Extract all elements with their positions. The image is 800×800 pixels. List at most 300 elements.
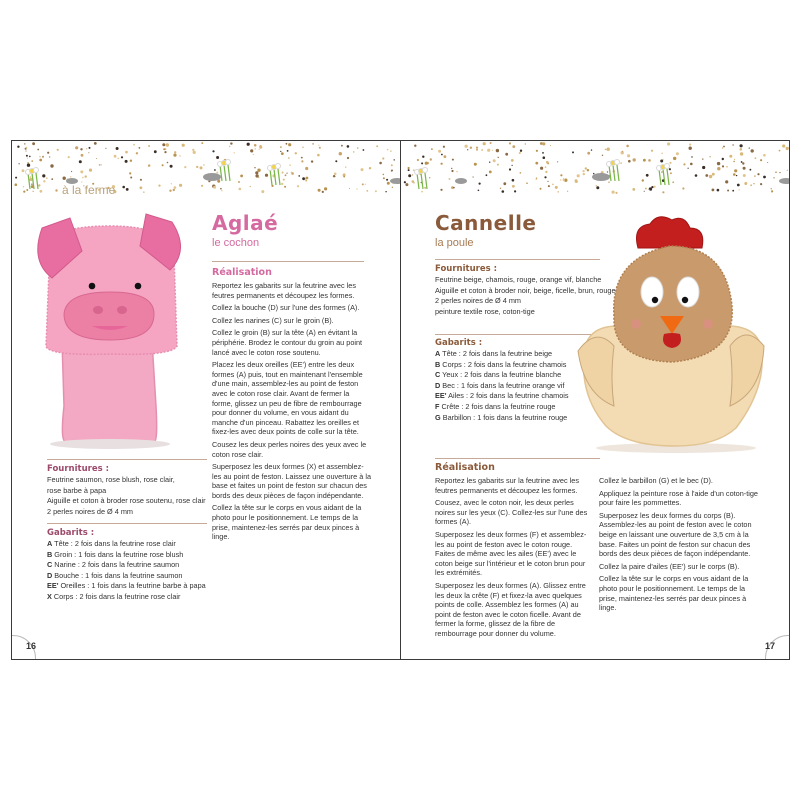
gabarit-text: Yeux : 2 fois dans la feutrine blanche bbox=[440, 370, 562, 380]
confetti-dot bbox=[490, 142, 492, 144]
confetti-dot bbox=[250, 149, 253, 152]
confetti-dot bbox=[754, 175, 756, 177]
confetti-dot bbox=[229, 146, 230, 147]
pebble-icon bbox=[779, 178, 789, 184]
paragraph: Placez les deux oreilles (EE') entre les deux formes (A) puis, tout en maintenant l'ensemble d'une main, assemblez-les au point de feston avec le coton rose clair. Avant de fermer la forme, glissez un peu de fibre de rembourrage pour donner du volume, en vous aidant du manche d'un pinceau. Rabattez les oreilles et fixez-les avec deux points de colle sur la tête. bbox=[212, 360, 363, 437]
confetti-dot bbox=[347, 145, 350, 148]
confetti-dot bbox=[140, 179, 142, 181]
confetti-dot bbox=[255, 174, 258, 177]
confetti-dot bbox=[319, 147, 321, 149]
confetti-dot bbox=[736, 175, 737, 176]
confetti-dot bbox=[709, 175, 712, 178]
confetti-dot bbox=[487, 149, 490, 152]
confetti-dot bbox=[572, 151, 574, 153]
confetti-dot bbox=[786, 147, 789, 150]
confetti-dot bbox=[317, 154, 320, 157]
confetti-dot bbox=[171, 183, 172, 184]
confetti-dot bbox=[676, 152, 679, 155]
confetti-dot bbox=[763, 176, 766, 179]
confetti-dot bbox=[456, 171, 457, 172]
confetti-dot bbox=[81, 154, 84, 157]
confetti-dot bbox=[760, 159, 762, 161]
confetti-dot bbox=[682, 187, 684, 189]
confetti-dot bbox=[217, 180, 220, 183]
confetti-dot bbox=[514, 190, 516, 192]
confetti-dot bbox=[341, 145, 343, 147]
confetti-dot bbox=[193, 151, 196, 154]
confetti-dot bbox=[391, 164, 393, 166]
confetti-dot bbox=[725, 180, 728, 183]
realisation-column-1 bbox=[435, 476, 593, 642]
confetti-dot bbox=[80, 170, 83, 173]
gabarit-code: C bbox=[47, 560, 53, 570]
confetti-dot bbox=[646, 174, 649, 177]
confetti-dot bbox=[318, 145, 319, 146]
confetti-dot bbox=[239, 188, 242, 191]
confetti-dot bbox=[15, 183, 18, 186]
realisation-heading: Réalisation bbox=[212, 267, 272, 278]
confetti-dot bbox=[42, 174, 45, 177]
confetti-dot bbox=[116, 147, 119, 150]
gabarit-code: B bbox=[47, 549, 53, 559]
hen-puppet-photo bbox=[566, 206, 776, 456]
confetti-dot bbox=[284, 186, 286, 188]
confetti-dot bbox=[615, 192, 617, 194]
confetti-dot bbox=[281, 183, 283, 185]
paragraph: Cousez, avec le coton noir, les deux perles noires sur les yeux (C). Collez-les sur l'une des formes (A). bbox=[435, 498, 588, 527]
gabarit-text: Tête : 2 fois dans la feutrine beige bbox=[440, 349, 553, 358]
confetti-dot bbox=[489, 162, 490, 163]
confetti-dot bbox=[429, 177, 430, 178]
paragraph: Appliquez la peinture rose à l'aide d'un coton-tige pour faire les pommettes. bbox=[599, 488, 758, 508]
confetti-dot bbox=[587, 152, 590, 155]
realisation-text bbox=[212, 281, 372, 545]
confetti-dot bbox=[695, 174, 698, 177]
confetti-dot bbox=[602, 155, 603, 156]
confetti-dot bbox=[732, 144, 733, 145]
confetti-dot bbox=[626, 145, 629, 148]
confetti-dot bbox=[771, 188, 772, 189]
confetti-dot bbox=[301, 157, 303, 159]
confetti-dot bbox=[467, 149, 468, 150]
page-subtitle: la poule bbox=[435, 237, 474, 249]
gabarits-heading: Gabarits : bbox=[47, 528, 95, 538]
gabarit-code: C bbox=[435, 370, 441, 380]
confetti-dot bbox=[550, 145, 551, 146]
confetti-dot bbox=[86, 148, 87, 149]
gabarit-code: D bbox=[435, 380, 441, 390]
confetti-dot bbox=[26, 147, 28, 149]
confetti-dot bbox=[779, 172, 780, 173]
confetti-dot bbox=[734, 169, 737, 172]
confetti-dot bbox=[473, 176, 474, 177]
confetti-dot bbox=[17, 146, 19, 148]
confetti-dot bbox=[174, 186, 177, 189]
confetti-dot bbox=[536, 150, 538, 152]
confetti-dot bbox=[282, 171, 284, 173]
confetti-dot bbox=[271, 185, 273, 187]
confetti-dot bbox=[543, 156, 546, 159]
list-item: 2 perles noires de Ø 4 mm bbox=[47, 506, 133, 516]
confetti-dot bbox=[607, 171, 608, 172]
confetti-dot bbox=[408, 167, 410, 169]
gabarit-code: B bbox=[435, 359, 441, 369]
confetti-dot bbox=[33, 191, 34, 192]
pebble-icon bbox=[203, 173, 221, 181]
confetti-dot bbox=[173, 154, 176, 157]
confetti-dot bbox=[470, 147, 472, 149]
confetti-dot bbox=[545, 166, 547, 168]
confetti-dot bbox=[608, 182, 609, 183]
gabarit-text: Corps : 2 fois dans la feutrine chamois bbox=[440, 359, 567, 369]
confetti-dot bbox=[712, 189, 715, 192]
confetti-dot bbox=[663, 159, 664, 160]
confetti-dot bbox=[607, 148, 610, 151]
confetti-dot bbox=[143, 192, 144, 193]
confetti-dot bbox=[683, 163, 685, 165]
paragraph: Reportez les gabarits sur la feutrine avec les feutres permanents et découpez les formes. bbox=[435, 476, 579, 495]
confetti-dot bbox=[740, 152, 743, 155]
confetti-dot bbox=[139, 147, 141, 149]
confetti-dot bbox=[757, 173, 759, 175]
confetti-dot bbox=[483, 142, 486, 145]
confetti-dot bbox=[375, 190, 377, 192]
confetti-dot bbox=[24, 143, 25, 144]
paragraph: Superposez les deux formes du corps (B). Assemblez-les au point de feston avec le coton beige en laissant une ouverture de 3,5 cm à la base. Faites un point de feston sur chacun des bords des deux pièces de façon indépendante. bbox=[599, 510, 752, 559]
gabarit-item bbox=[47, 571, 227, 582]
confetti-dot bbox=[741, 161, 743, 163]
confetti-dot bbox=[575, 179, 578, 182]
confetti-dot bbox=[689, 147, 692, 150]
confetti-dot bbox=[162, 143, 165, 146]
confetti-dot bbox=[413, 182, 415, 184]
confetti-dot bbox=[361, 168, 364, 171]
confetti-dot bbox=[302, 177, 305, 180]
confetti-dot bbox=[288, 143, 291, 146]
confetti-dot bbox=[729, 155, 732, 158]
confetti-dot bbox=[596, 186, 599, 189]
paragraph: Collez la paire d'ailes (EE') sur le corps (B). bbox=[599, 561, 740, 571]
confetti-dot bbox=[440, 189, 442, 191]
confetti-dot bbox=[512, 179, 515, 182]
confetti-dot bbox=[502, 190, 505, 193]
gabarit-text: Corps : 2 fois dans la feutrine rose clair bbox=[51, 591, 181, 601]
gabarit-text: Tête : 2 fois dans la feutrine rose clair bbox=[52, 539, 176, 548]
confetti-dot bbox=[605, 149, 607, 151]
confetti-dot bbox=[627, 154, 630, 157]
confetti-dot bbox=[394, 159, 395, 160]
confetti-dot bbox=[540, 167, 543, 170]
confetti-dot bbox=[596, 185, 597, 186]
confetti-dot bbox=[318, 189, 321, 192]
confetti-dot bbox=[40, 156, 41, 157]
confetti-dot bbox=[546, 161, 549, 164]
confetti-dot bbox=[125, 151, 128, 154]
confetti-dot bbox=[689, 143, 691, 145]
confetti-dot bbox=[392, 187, 393, 188]
confetti-dot bbox=[38, 184, 40, 186]
confetti-dot bbox=[234, 152, 235, 153]
confetti-dot bbox=[688, 168, 689, 169]
confetti-dot bbox=[133, 144, 135, 146]
confetti-dot bbox=[740, 148, 743, 151]
confetti-dot bbox=[642, 179, 644, 181]
gabarits-list bbox=[47, 539, 227, 603]
confetti-dot bbox=[254, 167, 255, 168]
confetti-dot bbox=[148, 145, 150, 147]
confetti-dot bbox=[101, 164, 102, 165]
confetti-dot bbox=[672, 181, 674, 183]
confetti-dot bbox=[312, 143, 314, 145]
confetti-dot bbox=[301, 160, 303, 162]
realisation-column-2 bbox=[599, 476, 759, 616]
confetti-dot bbox=[405, 183, 408, 186]
confetti-dot bbox=[465, 145, 468, 148]
confetti-dot bbox=[179, 184, 182, 187]
confetti-dot bbox=[560, 174, 562, 176]
confetti-dot bbox=[357, 147, 359, 149]
confetti-dot bbox=[478, 190, 480, 192]
confetti-dot bbox=[583, 170, 585, 172]
confetti-dot bbox=[542, 142, 545, 145]
confetti-dot bbox=[751, 149, 754, 152]
confetti-dot bbox=[430, 158, 432, 160]
confetti-dot bbox=[691, 156, 692, 157]
confetti-dot bbox=[51, 178, 53, 180]
confetti-dot bbox=[257, 169, 260, 172]
divider bbox=[47, 523, 207, 524]
confetti-dot bbox=[645, 188, 647, 190]
confetti-dot bbox=[417, 159, 419, 161]
confetti-dot bbox=[382, 157, 384, 159]
confetti-dot bbox=[376, 145, 378, 147]
confetti-dot bbox=[30, 176, 32, 178]
confetti-dot bbox=[661, 153, 663, 155]
confetti-dot bbox=[740, 144, 743, 147]
confetti-dot bbox=[441, 163, 443, 165]
confetti-dot bbox=[99, 164, 101, 166]
confetti-dot bbox=[673, 157, 676, 160]
confetti-dot bbox=[286, 173, 287, 174]
confetti-dot bbox=[265, 174, 268, 177]
confetti-dot bbox=[379, 162, 382, 165]
confetti-dot bbox=[763, 154, 766, 157]
confetti-dot bbox=[192, 149, 194, 151]
confetti-dot bbox=[722, 165, 724, 167]
confetti-dot bbox=[449, 178, 451, 180]
confetti-dot bbox=[662, 191, 664, 193]
list-item: 2 perles noires de Ø 4 mm bbox=[435, 296, 521, 306]
confetti-dot bbox=[255, 171, 258, 174]
confetti-dot bbox=[782, 144, 785, 147]
confetti-dot bbox=[43, 180, 45, 182]
confetti-decoration bbox=[401, 141, 789, 199]
confetti-dot bbox=[23, 186, 24, 187]
confetti-dot bbox=[201, 185, 203, 187]
confetti-dot bbox=[39, 159, 42, 162]
confetti-dot bbox=[726, 166, 728, 168]
confetti-dot bbox=[289, 165, 290, 166]
gabarit-code: A bbox=[47, 539, 53, 548]
confetti-dot bbox=[71, 171, 72, 172]
confetti-dot bbox=[22, 169, 25, 172]
gabarit-code: X bbox=[47, 591, 52, 601]
confetti-dot bbox=[366, 190, 368, 192]
confetti-dot bbox=[173, 189, 175, 191]
gabarit-text: Narine : 2 fois dans la feutrine saumon bbox=[52, 560, 180, 570]
confetti-dot bbox=[339, 152, 342, 155]
confetti-dot bbox=[560, 179, 561, 180]
confetti-dot bbox=[651, 150, 653, 152]
confetti-dot bbox=[535, 162, 538, 165]
confetti-dot bbox=[286, 143, 288, 145]
confetti-dot bbox=[240, 175, 243, 178]
confetti-dot bbox=[421, 162, 423, 164]
confetti-dot bbox=[444, 155, 447, 158]
confetti-dot bbox=[387, 182, 390, 185]
confetti-dot bbox=[493, 159, 496, 162]
confetti-dot bbox=[737, 184, 740, 187]
confetti-dot bbox=[182, 144, 185, 147]
confetti-dot bbox=[238, 181, 240, 183]
confetti-dot bbox=[690, 163, 693, 166]
confetti-dot bbox=[89, 147, 91, 149]
divider bbox=[212, 261, 364, 262]
confetti-dot bbox=[163, 148, 165, 150]
confetti-dot bbox=[547, 181, 548, 182]
fournitures-heading: Fournitures : bbox=[435, 264, 497, 274]
confetti-dot bbox=[169, 190, 171, 192]
gabarits-heading: Gabarits : bbox=[435, 338, 483, 348]
confetti-dot bbox=[213, 186, 216, 189]
confetti-dot bbox=[216, 172, 218, 174]
confetti-dot bbox=[369, 167, 371, 169]
confetti-dot bbox=[281, 152, 284, 155]
confetti-dot bbox=[536, 179, 537, 180]
confetti-dot bbox=[287, 150, 289, 152]
divider bbox=[435, 458, 600, 459]
confetti-dot bbox=[179, 155, 180, 156]
confetti-dot bbox=[620, 162, 622, 164]
confetti-dot bbox=[105, 148, 106, 149]
confetti-dot bbox=[122, 186, 125, 189]
confetti-dot bbox=[302, 147, 303, 148]
realisation-heading: Réalisation bbox=[435, 462, 495, 473]
confetti-dot bbox=[345, 166, 346, 167]
confetti-dot bbox=[670, 172, 672, 174]
confetti-dot bbox=[421, 191, 423, 193]
gabarit-text: Groin : 1 fois dans la feutrine rose blush bbox=[52, 549, 184, 559]
confetti-dot bbox=[114, 155, 117, 158]
confetti-dot bbox=[280, 151, 281, 152]
confetti-dot bbox=[283, 179, 285, 181]
confetti-dot bbox=[311, 160, 313, 162]
confetti-dot bbox=[305, 167, 308, 170]
confetti-dot bbox=[333, 175, 335, 177]
confetti-dot bbox=[253, 154, 254, 155]
gabarit-code: EE' bbox=[435, 391, 447, 401]
confetti-dot bbox=[404, 181, 406, 183]
paragraph: Collez le barbillon (G) et le bec (D). bbox=[599, 476, 713, 485]
confetti-dot bbox=[722, 147, 723, 148]
confetti-dot bbox=[475, 163, 476, 164]
confetti-dot bbox=[170, 165, 173, 168]
confetti-dot bbox=[126, 188, 129, 191]
confetti-dot bbox=[476, 147, 478, 149]
confetti-dot bbox=[96, 158, 97, 159]
page-number: 16 bbox=[26, 641, 37, 651]
confetti-dot bbox=[425, 162, 428, 165]
confetti-dot bbox=[280, 146, 282, 148]
page-number: 17 bbox=[764, 641, 775, 651]
confetti-dot bbox=[247, 143, 250, 146]
pig-puppet-photo bbox=[22, 206, 197, 451]
confetti-dot bbox=[167, 162, 169, 164]
gabarit-code: G bbox=[435, 412, 441, 422]
confetti-dot bbox=[702, 158, 703, 159]
confetti-dot bbox=[481, 149, 483, 151]
gabarit-text: Crête : 2 fois dans la feutrine rouge bbox=[439, 401, 556, 411]
confetti-dot bbox=[297, 185, 299, 187]
paragraph: Collez la tête sur le corps en vous aidant de la photo pour le positionnement. Le temps de la prise, maintenez-les serrés par deux pinces à linge. bbox=[212, 503, 362, 542]
confetti-dot bbox=[526, 182, 528, 184]
gabarit-item bbox=[47, 560, 227, 571]
confetti-dot bbox=[734, 159, 735, 160]
confetti-dot bbox=[670, 162, 672, 164]
confetti-dot bbox=[476, 149, 478, 151]
confetti-dot bbox=[498, 157, 499, 158]
confetti-dot bbox=[68, 156, 70, 158]
confetti-dot bbox=[536, 177, 538, 179]
confetti-dot bbox=[383, 174, 385, 176]
confetti-dot bbox=[593, 173, 594, 174]
confetti-dot bbox=[739, 189, 740, 190]
confetti-dot bbox=[343, 176, 345, 178]
confetti-dot bbox=[291, 172, 294, 175]
confetti-dot bbox=[733, 161, 735, 163]
confetti-dot bbox=[771, 190, 773, 192]
confetti-dot bbox=[496, 149, 499, 152]
confetti-dot bbox=[288, 157, 290, 159]
page-title: Cannelle bbox=[435, 211, 537, 235]
confetti-dot bbox=[717, 162, 720, 165]
confetti-dot bbox=[438, 150, 441, 153]
confetti-dot bbox=[649, 190, 650, 191]
confetti-dot bbox=[63, 177, 66, 180]
confetti-dot bbox=[503, 182, 506, 185]
confetti-dot bbox=[261, 190, 264, 193]
gabarit-item bbox=[47, 539, 227, 550]
confetti-dot bbox=[31, 184, 32, 185]
confetti-dot bbox=[486, 174, 488, 176]
confetti-dot bbox=[29, 156, 31, 158]
confetti-dot bbox=[520, 172, 522, 174]
gabarit-code: A bbox=[435, 349, 441, 358]
confetti-dot bbox=[775, 171, 777, 173]
confetti-dot bbox=[548, 185, 550, 187]
list-item: Feutrine beige, chamois, rouge, orange vif, blanche bbox=[435, 275, 602, 284]
book-spread bbox=[11, 140, 790, 660]
confetti-dot bbox=[26, 189, 28, 191]
confetti-dot bbox=[40, 190, 43, 193]
confetti-dot bbox=[184, 166, 186, 168]
paragraph: Superposez les deux formes (X) et assemblez-les au point de feston. Laissez une ouverture à la base et faites un point de feston sur chacun des bords des deux pièces de façon indépendante. bbox=[212, 462, 372, 500]
gabarit-code: EE' bbox=[47, 581, 59, 591]
confetti-dot bbox=[94, 142, 97, 145]
confetti-dot bbox=[75, 146, 78, 149]
confetti-dot bbox=[643, 159, 646, 162]
confetti-dot bbox=[525, 143, 526, 144]
